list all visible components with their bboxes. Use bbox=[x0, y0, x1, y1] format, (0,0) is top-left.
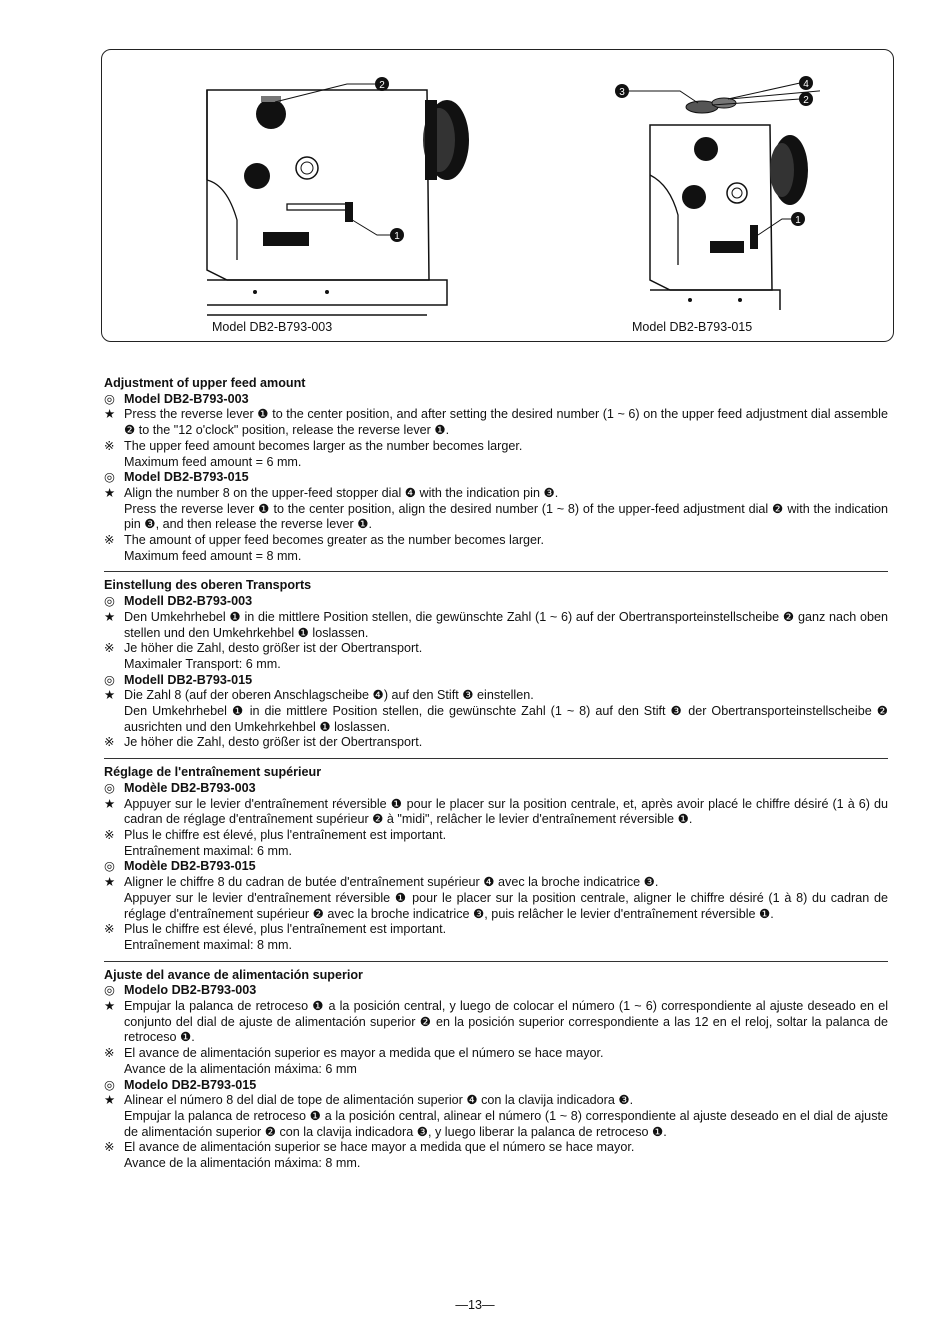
figure-panel bbox=[101, 49, 894, 342]
model-heading: ◎ Modell DB2-B793-003 bbox=[104, 594, 253, 609]
note-item: ※ Je höher die Zahl, desto größer ist der Obertransport. bbox=[104, 641, 423, 656]
note-item: ※ Je höher die Zahl, desto größer ist der Obertransport. bbox=[104, 735, 423, 750]
step-item: ★ Alinear el número 8 del dial de tope de alimentación superior ❹ con la clavija indicadora ❸. bbox=[104, 1093, 634, 1108]
model-heading: ◎ Modelo DB2-B793-003 bbox=[104, 983, 257, 998]
step-continuation: Empujar la palanca de retroceso ❶ a la posición central, alinear el número (1 ~ 8) correspondiente al ajuste deseado en el dial de ajuste de alimentación superior ❷ con la clavija indicadora ❸, y luego liberar la palanca de retroceso ❶. bbox=[124, 1108, 888, 1139]
page-number: —13— bbox=[455, 1298, 495, 1312]
callout-2: 2 bbox=[379, 80, 385, 91]
callout-1: 1 bbox=[795, 215, 801, 226]
note-item: ※ The upper feed amount becomes larger as the number becomes larger. bbox=[104, 438, 523, 453]
caption-left: Model DB2-B793-003 bbox=[212, 320, 333, 334]
step-continuation: Press the reverse lever ❶ to the center position, align the desired number (1 ~ 8) of the upper-feed adjustment dial ❷ with the indication pin ❸, and then release the reverse lever ❶. bbox=[124, 501, 888, 532]
section-title-de: Einstellung des oberen Transports bbox=[104, 578, 312, 593]
step-item: ★ Press the reverse lever ❶ to the center position, and after setting the desired number (1 ~ 6) on the upper feed adjustment dial assemble ❷ to the "12 o'clock" position, release the reverse lever ❶. bbox=[104, 407, 888, 438]
model-heading: ◎ Modèle DB2-B793-003 bbox=[104, 780, 256, 795]
section-divider bbox=[104, 758, 888, 759]
model-heading: ◎ Model DB2-B793-015 bbox=[104, 470, 249, 485]
caption-right: Model DB2-B793-015 bbox=[632, 320, 753, 334]
model-heading: ◎ Modèle DB2-B793-015 bbox=[104, 859, 256, 874]
step-item: ★ Die Zahl 8 (auf der oberen Anschlagscheibe ❹) auf den Stift ❸ einstellen. bbox=[104, 688, 534, 703]
note-item: ※ The amount of upper feed becomes greater as the number becomes larger. bbox=[104, 533, 545, 548]
step-item: ★ Appuyer sur le levier d'entraînement réversible ❶ pour le placer sur la position centrale, et, après avoir placé le chiffre désiré (1 à 6) du cadran de réglage d'entraînement supérieur ❷ à "midi", relâcher le levier d'entraînement réversible ❶. bbox=[104, 796, 888, 827]
step-continuation: Appuyer sur le levier d'entraînement réversible ❶ pour le placer sur la position centrale, aligner le chiffre désiré (1 à 8) du cadran de réglage d'entraînement supérieur ❷ avec la broche indicatrice ❸, puis relâcher le levier d'entraînement réversible ❶. bbox=[124, 890, 888, 921]
note-continuation: Entraînement maximal: 8 mm. bbox=[124, 937, 292, 952]
step-item: ★ Aligner le chiffre 8 du cadran de butée d'entraînement supérieur ❹ avec la broche indicatrice ❸. bbox=[104, 875, 659, 890]
section-divider bbox=[104, 571, 888, 572]
model-heading: ◎ Modelo DB2-B793-015 bbox=[104, 1077, 257, 1092]
note-item: ※ El avance de alimentación superior es mayor a medida que el número se hace mayor. bbox=[104, 1046, 604, 1061]
note-continuation: Maximaler Transport: 6 mm. bbox=[124, 656, 281, 671]
step-item: ★ Empujar la palanca de retroceso ❶ a la posición central, y luego de colocar el número (1 ~ 6) correspondiente al ajuste deseado en el conjunto del dial de ajuste de alimentación superior ❷ en la posición superior correspondiente a las 12 en el reloj, soltar la palanca de retroceso ❶. bbox=[104, 999, 888, 1045]
note-continuation: Maximum feed amount = 6 mm. bbox=[124, 454, 302, 469]
callout-3: 3 bbox=[619, 87, 625, 98]
note-item: ※ El avance de alimentación superior se hace mayor a medida que el número se hace mayor. bbox=[104, 1140, 635, 1155]
instruction-text bbox=[104, 376, 888, 1172]
section-title-es: Ajuste del avance de alimentación superior bbox=[104, 967, 363, 982]
step-item: ★ Align the number 8 on the upper-feed stopper dial ❹ with the indication pin ❸. bbox=[104, 485, 559, 500]
note-continuation: Entraînement maximal: 6 mm. bbox=[124, 843, 292, 858]
note-item: ※ Plus le chiffre est élevé, plus l'entraînement est important. bbox=[104, 922, 447, 937]
section-title-en: Adjustment of upper feed amount bbox=[104, 376, 306, 390]
callout-1: 1 bbox=[394, 231, 400, 242]
machine-illustration-left bbox=[197, 70, 497, 330]
note-item: ※ Plus le chiffre est élevé, plus l'entraînement est important. bbox=[104, 827, 447, 842]
note-continuation: Avance de la alimentación máxima: 8 mm. bbox=[124, 1156, 361, 1171]
callout-2: 2 bbox=[803, 95, 809, 106]
step-continuation: Den Umkehrhebel ❶ in die mittlere Position stellen, die gewünschte Zahl (1 ~ 8) auf den Stift ❸ der Obertransporteinstellscheibe ❷ ausrichten und den Umkehrkehbel ❶ loslassen. bbox=[124, 704, 888, 734]
model-heading: ◎ Model DB2-B793-003 bbox=[104, 391, 249, 406]
step-item: ★ Den Umkehrhebel ❶ in die mittlere Position stellen, die gewünschte Zahl (1 ~ 6) auf der Obertransporteinstellscheibe ❷ ganz nach oben stellen und den Umkehrkehbel ❶ loslassen. bbox=[104, 609, 888, 640]
note-continuation: Maximum feed amount = 8 mm. bbox=[124, 548, 302, 563]
callout-4: 4 bbox=[803, 79, 809, 90]
note-continuation: Avance de la alimentación máxima: 6 mm bbox=[124, 1061, 357, 1076]
section-divider bbox=[104, 961, 888, 962]
section-title-fr: Réglage de l'entraînement supérieur bbox=[104, 765, 322, 780]
model-heading: ◎ Modell DB2-B793-015 bbox=[104, 672, 253, 687]
machine-illustration-right bbox=[610, 75, 820, 315]
